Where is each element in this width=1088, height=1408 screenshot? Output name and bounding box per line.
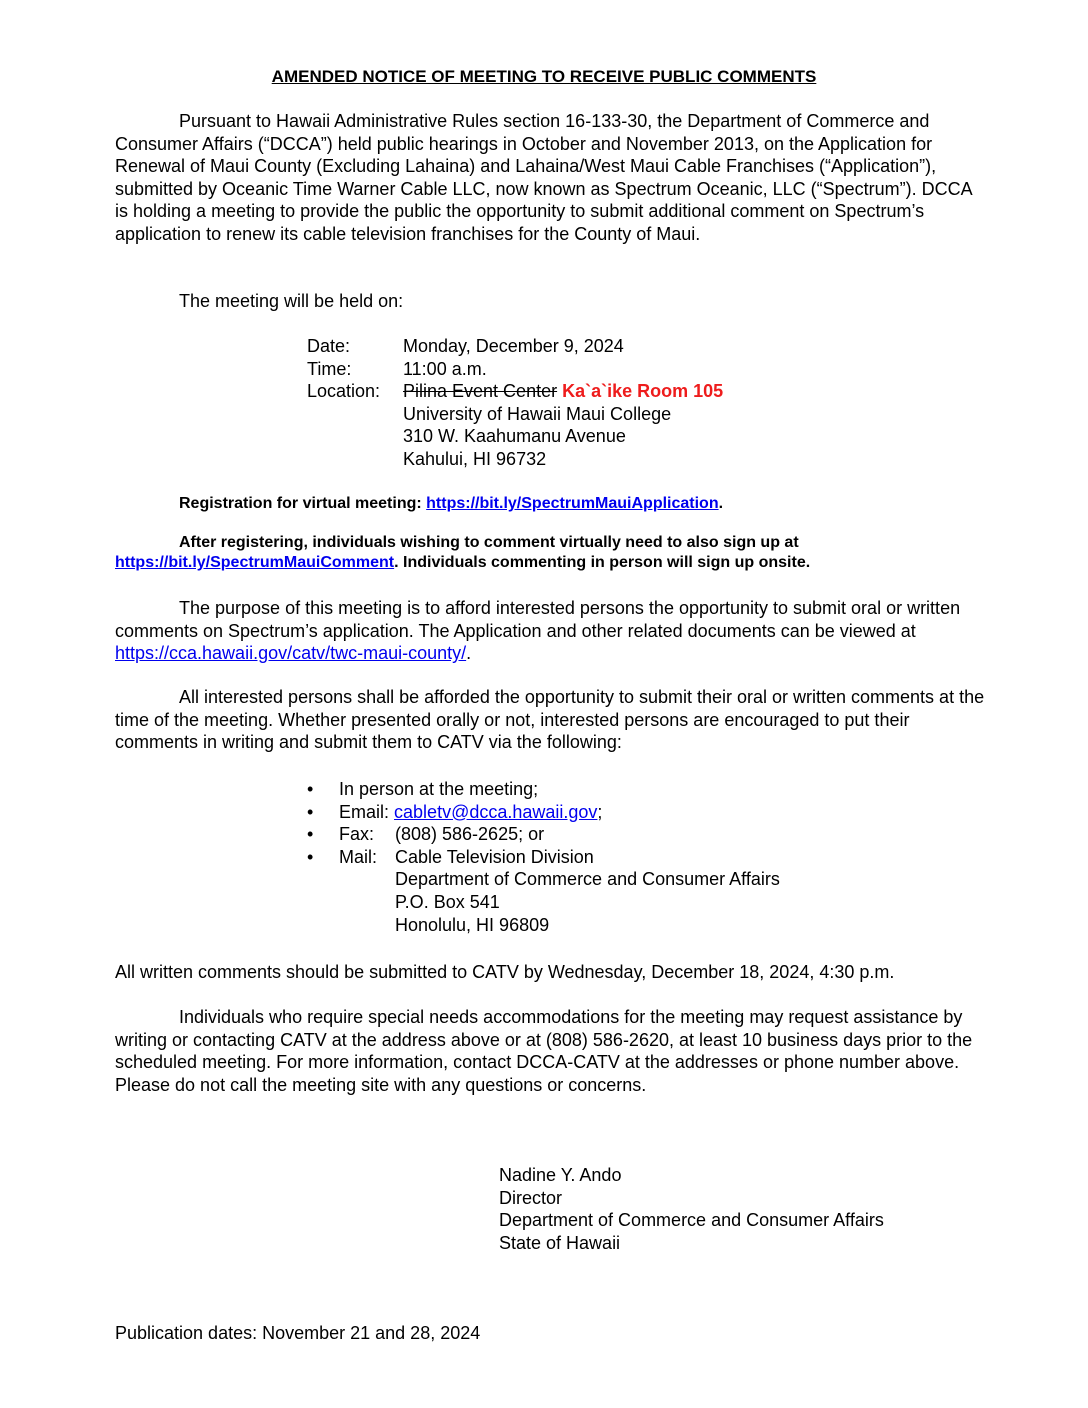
signer-name: Nadine Y. Ando bbox=[499, 1165, 622, 1185]
documents-link[interactable]: https://cca.hawaii.gov/catv/twc-maui-county/ bbox=[115, 643, 467, 664]
mail-line-3: P.O. Box 541 bbox=[395, 891, 500, 912]
fax-number: (808) 586-2625; or bbox=[395, 824, 545, 845]
address-line-3-row bbox=[307, 448, 723, 471]
mail-line-2: Department of Commerce and Consumer Affairs bbox=[395, 869, 780, 890]
meeting-intro: The meeting will be held on: bbox=[179, 291, 404, 311]
publication-dates: Publication dates: November 21 and 28, 2024 bbox=[115, 1323, 481, 1343]
intro-paragraph: Pursuant to Hawaii Administrative Rules section 16-133-30, the Department of Commerce and Consumer Affairs (“DCCA”) held public hearings in October and November 2013, on the Application for Renewal of Maui County (Excluding Lahaina) and Lahaina/West Maui Cable Franchises (“Application”), submitted by Oceanic Time Warner Cable LLC, now known as Spectrum Oceanic, LLC (“Spectrum”). DCCA is holding a meeting to provide the public the opportunity to submit additional comment on Spectrum’s application to renew its cable television franchises for the County of Maui. bbox=[115, 111, 972, 244]
registration-end: . bbox=[718, 495, 724, 512]
mail-line-1: Cable Television Division bbox=[395, 846, 594, 867]
interested-persons-paragraph: All interested persons shall be afforded the opportunity to submit their oral or written comments at the time of the meeting. Whether presented orally or not, interested persons are encouraged to put their comments in writing and submit them to CATV via the following: bbox=[115, 687, 985, 753]
location-label: Location: bbox=[307, 381, 381, 402]
address-line-2-row bbox=[307, 425, 723, 448]
list-item bbox=[307, 801, 780, 824]
fax-label: Fax: bbox=[339, 824, 375, 845]
signature-block bbox=[499, 1164, 884, 1254]
registration-line bbox=[179, 493, 999, 516]
meeting-location-row bbox=[307, 380, 723, 403]
submission-methods-list bbox=[307, 778, 780, 936]
meeting-date-row bbox=[307, 335, 723, 358]
list-item bbox=[307, 778, 780, 801]
address-line-3: Kahului, HI 96732 bbox=[403, 448, 547, 469]
after-registering-text-2: . Individuals commenting in person will sign up onsite. bbox=[394, 554, 811, 571]
location-old: Pilina Event Center bbox=[403, 381, 558, 402]
meeting-time: 11:00 a.m. bbox=[403, 358, 487, 379]
after-registering-paragraph bbox=[115, 533, 995, 573]
signer-state: State of Hawaii bbox=[499, 1232, 621, 1253]
meeting-time-row bbox=[307, 358, 723, 381]
in-person-text: In person at the meeting; bbox=[339, 779, 539, 799]
email-link[interactable]: cabletv@dcca.hawaii.gov bbox=[394, 801, 598, 822]
bullet-icon: • bbox=[307, 779, 314, 799]
address-line-1-row bbox=[307, 403, 723, 426]
purpose-paragraph bbox=[115, 597, 985, 665]
purpose-text: The purpose of this meeting is to afford interested persons the opportunity to submit oral or written comments on Spectrum’s application. The Application and other related documents can be viewed at bbox=[115, 598, 961, 641]
list-item bbox=[307, 823, 780, 846]
mail-line-4: Honolulu, HI 96809 bbox=[395, 914, 550, 935]
comment-signup-link[interactable]: https://bit.ly/SpectrumMauiComment bbox=[115, 554, 395, 571]
notice-title: AMENDED NOTICE OF MEETING TO RECEIVE PUBLIC COMMENTS bbox=[271, 67, 817, 86]
meeting-details bbox=[307, 335, 723, 471]
bullet-icon: • bbox=[307, 801, 314, 822]
deadline-text: All written comments should be submitted to CATV by Wednesday, December 18, 2024, 4:30 p.m. bbox=[115, 962, 895, 982]
address-line-1: University of Hawaii Maui College bbox=[403, 403, 672, 424]
purpose-end: . bbox=[466, 643, 472, 664]
special-needs-paragraph: Individuals who require special needs accommodations for the meeting may request assistance by writing or contacting CATV at the address above or at (808) 586-2620, at least 10 business days prior to the scheduled meeting. For more information, contact DCCA-CATV at the addresses or phone number above. Please do not call the meeting site with any questions or concerns. bbox=[115, 1007, 973, 1095]
registration-label: Registration for virtual meeting: bbox=[179, 495, 427, 512]
time-label: Time: bbox=[307, 358, 352, 379]
list-item bbox=[307, 846, 780, 936]
meeting-date: Monday, December 9, 2024 bbox=[403, 336, 624, 356]
address-line-2: 310 W. Kaahumanu Avenue bbox=[403, 426, 626, 447]
after-registering-text: After registering, individuals wishing to comment virtually need to also sign up at bbox=[179, 534, 799, 551]
signer-title: Director bbox=[499, 1187, 563, 1208]
location-new: Ka`a`ike Room 105 bbox=[562, 381, 724, 402]
mail-label: Mail: bbox=[339, 846, 378, 867]
date-label: Date: bbox=[307, 336, 351, 356]
bullet-icon: • bbox=[307, 824, 314, 845]
email-end: ; bbox=[597, 801, 603, 822]
registration-link[interactable]: https://bit.ly/SpectrumMauiApplication bbox=[426, 495, 719, 512]
signer-department: Department of Commerce and Consumer Affairs bbox=[499, 1210, 884, 1231]
email-label: Email: bbox=[339, 801, 390, 822]
bullet-icon: • bbox=[307, 846, 314, 867]
mail-address bbox=[395, 846, 780, 936]
